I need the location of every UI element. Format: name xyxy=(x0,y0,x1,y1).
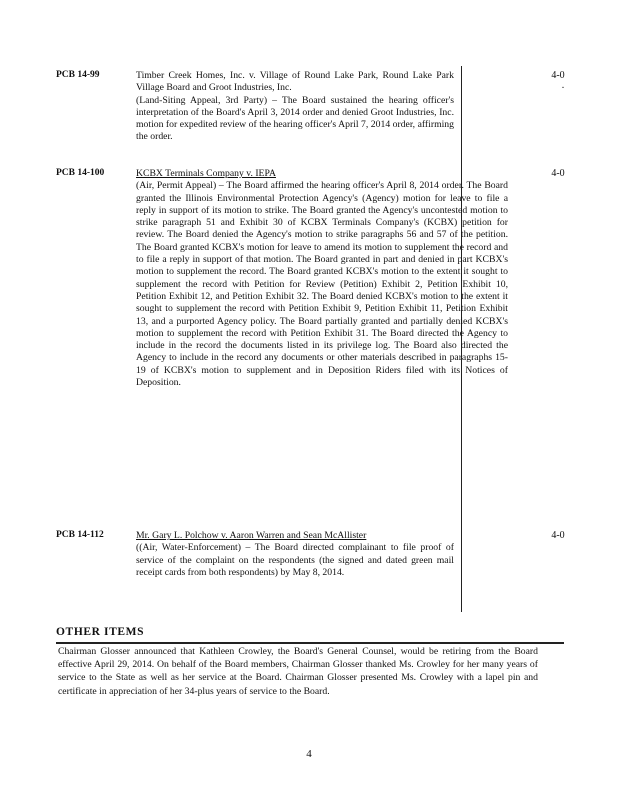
case-vote xyxy=(538,70,578,91)
vote-note: . xyxy=(561,80,565,91)
case-number: PCB 14-100 xyxy=(56,168,105,178)
case-vote xyxy=(538,530,578,541)
case-number: PCB 14-99 xyxy=(56,70,100,80)
case-body xyxy=(136,168,508,389)
case-description: ((Air, Water-Enforcement) – The Board directed complainant to file proof of service of the complaint on the respondents (the signed and dated green mail receipt cards from both respondents) by May 8, 2014. xyxy=(136,542,454,578)
other-items-text: Chairman Glosser announced that Kathleen Crowley, the Board's General Counsel, would be retiring from the Board effective April 29, 2014. On behalf of the Board members, Chairman Glosser thanked Ms. Crowley for her many years of service to the State as well as her service at the Board. Chairman Glosser presented Ms. Crowley with a lapel pin and certificate in appreciation of her 34-plus years of service to the Board. xyxy=(58,646,538,697)
case-title: Timber Creek Homes, Inc. v. Village of Round Lake Park, Round Lake Park Village Board and Groot Industries, Inc. xyxy=(136,70,454,94)
page-number: 4 xyxy=(306,748,312,760)
case-vote xyxy=(538,168,578,179)
case-body xyxy=(136,530,454,579)
case-body xyxy=(136,70,454,144)
case-description: (Air, Permit Appeal) – The Board affirmed the hearing officer's April 8, 2014 order. The Board granted the Illinois Environmental Protection Agency's (Agency) motion for leave to file a reply in support of its motion to strike. The Board granted the Agency's uncontested motion to strike paragraph 51 and Exhibit 30 of KCBX Terminals Company's (KCBX) petition for review. The Board denied the Agency's motion to strike paragraphs 56 and 57 of the petition. The Board granted KCBX's motion for leave to amend its motion to supplement the record and to file a reply in support of that motion. The Board granted in part and denied in part KCBX's motion to supplement the record. The Board granted KCBX's motion to the extent it sought to supplement the record with Petition for Review (Petition) Exhibit 2, Petition Exhibit 10, Petition Exhibit 12, and Petition Exhibit 32. The Board denied KCBX's motion to the extent it sought to supplement the record with Petition Exhibit 9, Petition Exhibit 11, Petition Exhibit 13, and a purported Agency policy. The Board partially granted and partially denied KCBX's motion to supplement the record with Petition Exhibit 31. The Board directed the Agency to include in the record the documents listed in its privilege log. The Board also directed the Agency to include in the record any documents or other materials described in paragraphs 15-19 of KCBX's motion to supplement and in Deposition Riders filed with its Notices of Deposition. xyxy=(136,180,508,389)
case-description: (Land-Siting Appeal, 3rd Party) – The Board sustained the hearing officer's interpretation of the Board's April 3, 2014 order and denied Groot Industries, Inc. motion for expedited review of the hearing officer's April 7, 2014 order, affirming the order. xyxy=(136,94,454,143)
case-title: KCBX Terminals Company v. IEPA xyxy=(136,168,276,179)
case-title: Mr. Gary L. Polchow v. Aaron Warren and Sean McAllister xyxy=(136,530,367,541)
vote-count: 4-0 xyxy=(551,168,565,179)
other-items-heading: OTHER ITEMS xyxy=(56,626,145,638)
heading-rule xyxy=(56,642,564,644)
case-number: PCB 14-112 xyxy=(56,530,104,540)
vote-count: 4-0 xyxy=(551,70,565,81)
vote-count: 4-0 xyxy=(551,530,565,541)
